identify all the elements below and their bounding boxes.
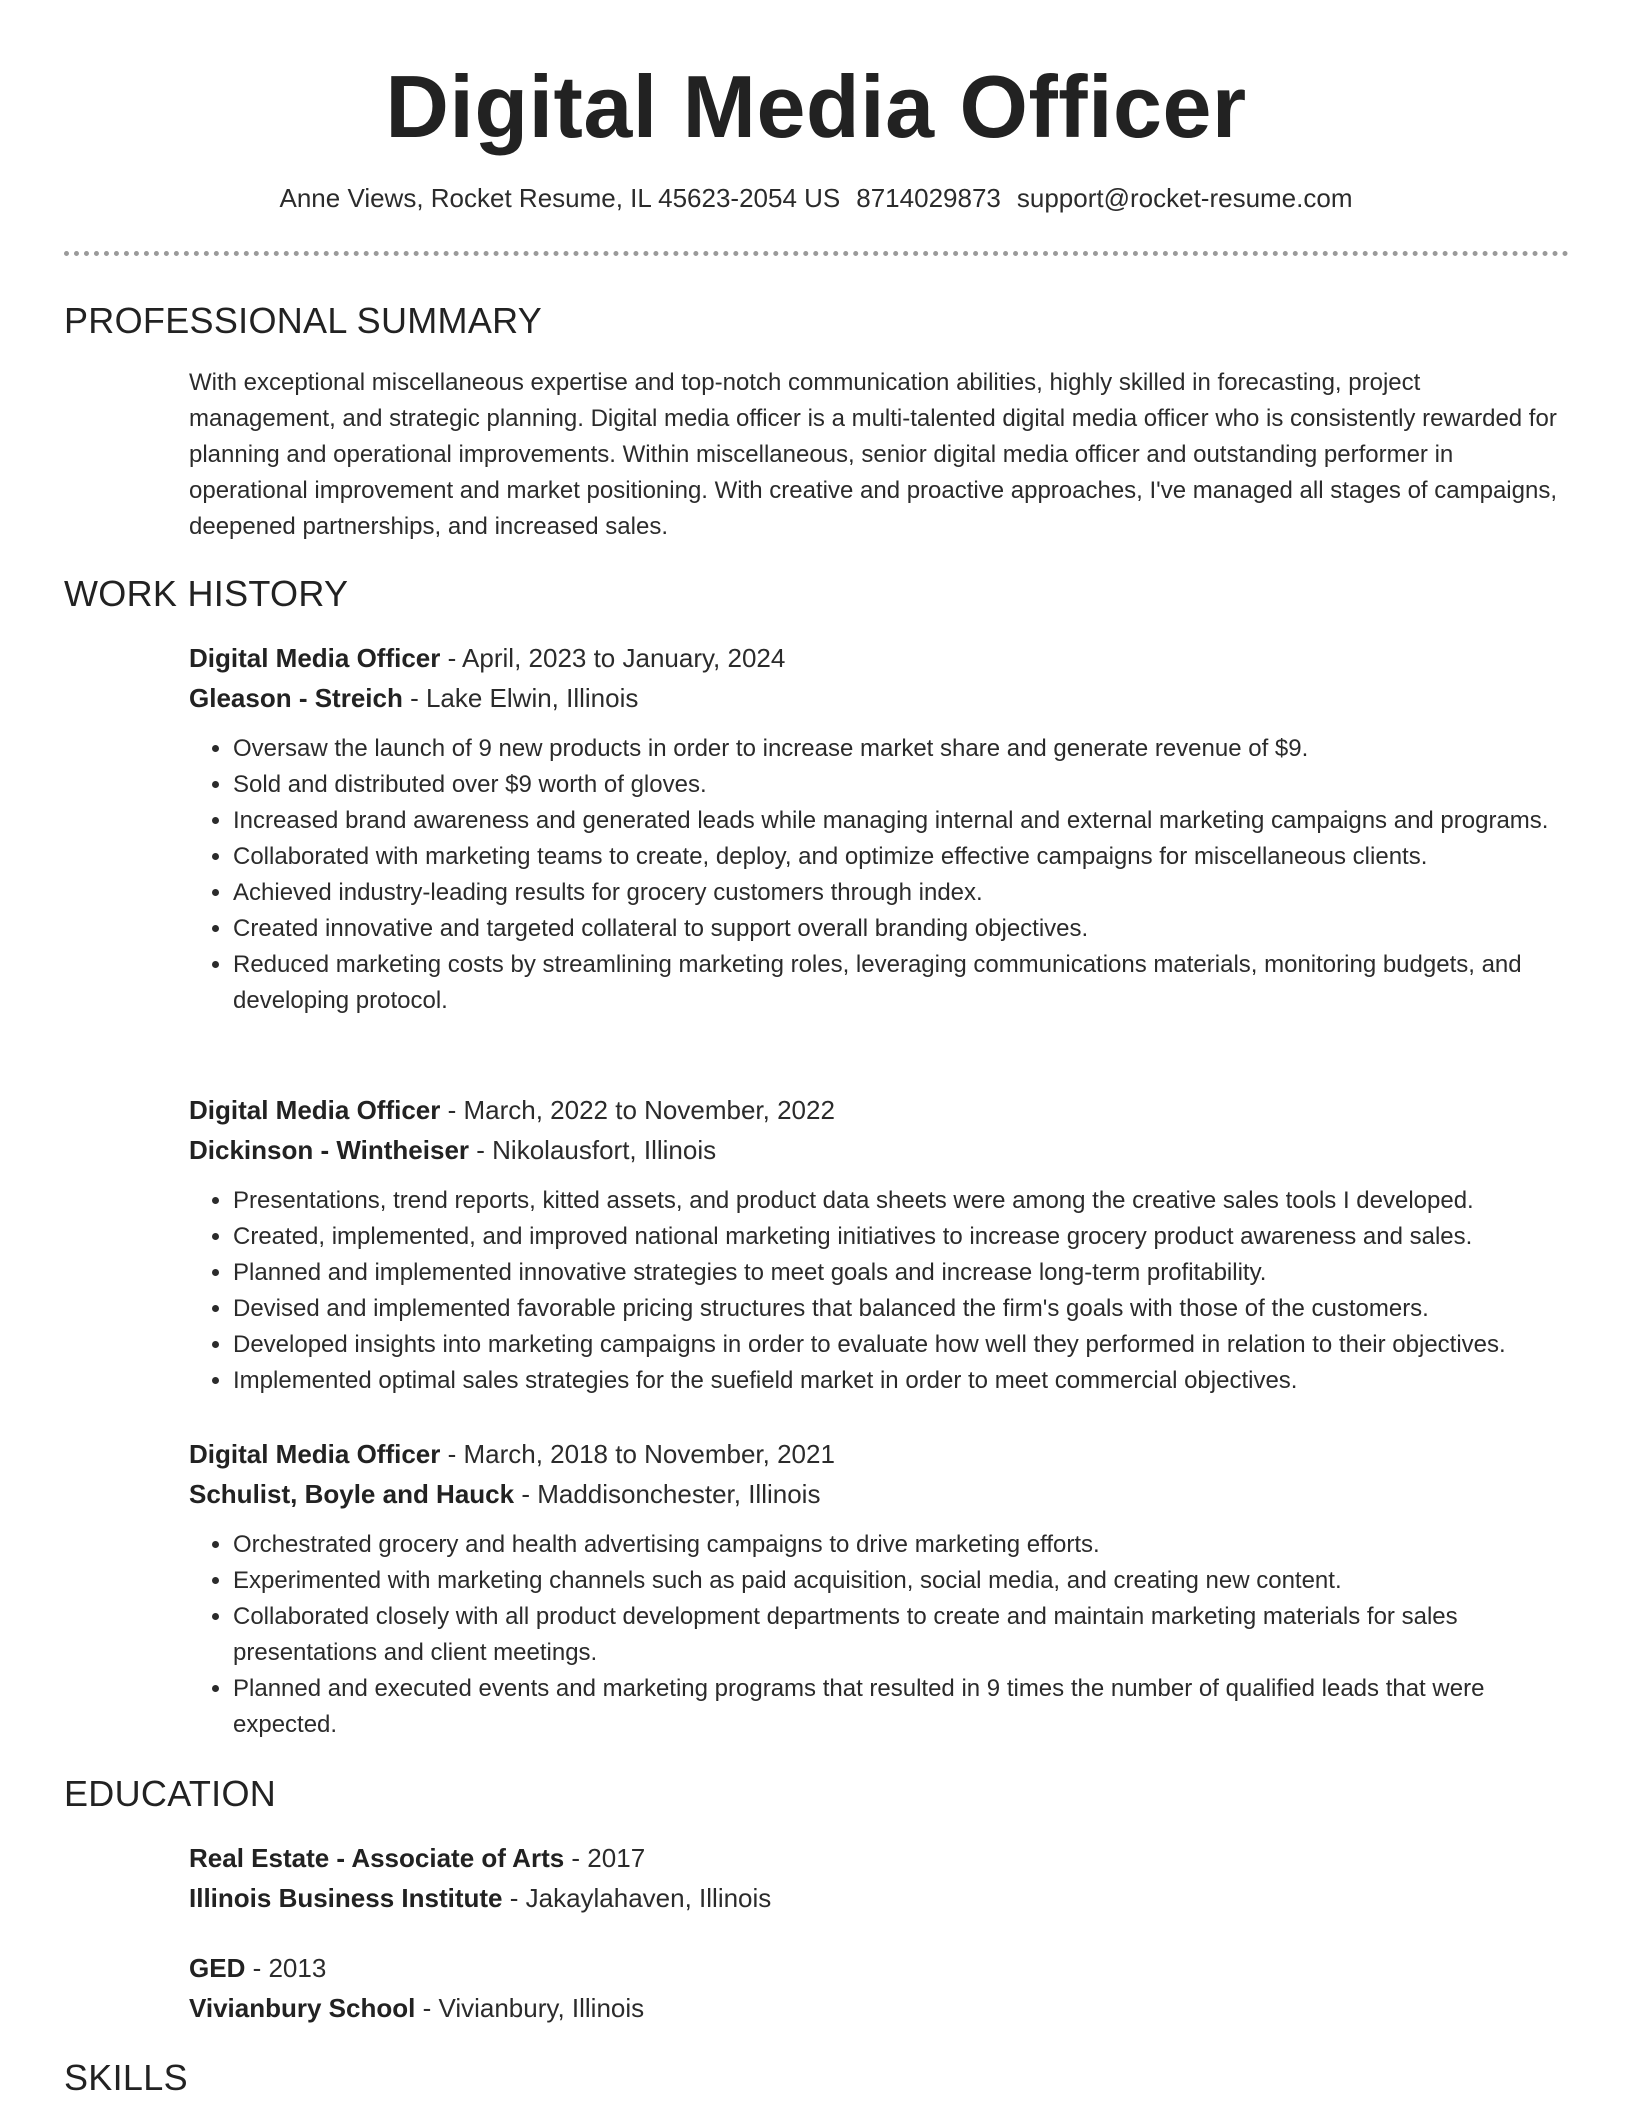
section-title-skills: SKILLS [64,2057,188,2098]
job-bullet: • Oversaw the launch of 9 new products in order to increase market share and generate revenue of $9. [233,731,1569,767]
job-company: Gleason - Streich [189,683,403,713]
job-dates: - April, 2023 to January, 2024 [440,643,786,673]
job-location: - Nikolausfort, Illinois [469,1135,717,1165]
job-bullet-list [189,1183,1569,1399]
job-dates: - March, 2022 to November, 2022 [440,1095,835,1125]
job-role: Digital Media Officer [189,643,441,673]
contact-address: Anne Views, Rocket Resume, IL 45623-2054 US [279,183,841,213]
job-bullet: • Planned and implemented innovative strategies to meet goals and increase long-term profitability. [233,1255,1569,1291]
job-dates: - March, 2018 to November, 2021 [440,1439,835,1469]
education-school: Vivianbury School [189,1993,416,2023]
job-title-line [189,1434,1569,1474]
education-location: - Jakaylahaven, Illinois [502,1883,772,1913]
job-bullet: • Created, implemented, and improved national marketing initiatives to increase grocery product awareness and sales. [233,1219,1569,1255]
job-bullet: • Orchestrated grocery and health advertising campaigns to drive marketing efforts. [233,1527,1569,1563]
job-company-line [189,1130,1569,1170]
education-degree: GED [189,1953,246,1983]
job-title-line [189,1090,1569,1130]
job-role: Digital Media Officer [189,1439,441,1469]
job-bullet: • Experimented with marketing channels such as paid acquisition, social media, and creating new content. [233,1563,1569,1599]
education-degree: Real Estate - Associate of Arts [189,1843,565,1873]
section-title-summary: PROFESSIONAL SUMMARY [64,300,543,341]
job-company: Dickinson - Wintheiser [189,1135,470,1165]
education-year: - 2017 [564,1843,646,1873]
education-year: - 2013 [245,1953,327,1983]
resume-name-title: Digital Media Officer [385,57,1247,156]
job-company-line [189,678,1569,718]
contact-phone: 8714029873 [856,183,1001,213]
section-title-education: EDUCATION [64,1773,277,1814]
job-bullet-list [189,731,1569,1019]
job-bullet: • Developed insights into marketing campaigns in order to evaluate how well they performed in relation to their objectives. [233,1327,1569,1363]
job-bullet: • Achieved industry-leading results for grocery customers through index. [233,875,1569,911]
job-role: Digital Media Officer [189,1095,441,1125]
job-bullet: • Presentations, trend reports, kitted assets, and product data sheets were among the creative sales tools I developed. [233,1183,1569,1219]
job-bullet: • Planned and executed events and marketing programs that resulted in 9 times the number of qualified leads that were expected. [233,1671,1569,1743]
job-location: - Maddisonchester, Illinois [514,1479,821,1509]
job-bullet: • Reduced marketing costs by streamlining marketing roles, leveraging communications materials, monitoring budgets, and developing protocol. [233,947,1569,1019]
job-entry [189,638,1569,1019]
education-degree-line [189,1838,1569,1878]
job-location: - Lake Elwin, Illinois [402,683,639,713]
education-location: - Vivianbury, Illinois [415,1993,645,2023]
job-bullet: • Collaborated with marketing teams to create, deploy, and optimize effective campaigns for miscellaneous clients. [233,839,1569,875]
job-title-line [189,638,1569,678]
job-bullet: • Implemented optimal sales strategies for the suefield market in order to meet commercial objectives. [233,1363,1569,1399]
summary-text: With exceptional miscellaneous expertise and top-notch communication abilities, highly skilled in forecasting, project management, and strategic planning. Digital media officer is a multi-talented digital media officer who is consistently rewarded for planning and operational improvements. Within miscellaneous, senior digital media officer and outstanding performer in operational improvement and market positioning. With creative and proactive approaches, I've managed all stages of campaigns, deepened partnerships, and increased sales. [189,369,1557,540]
header-divider [64,251,1569,256]
job-bullet: • Increased brand awareness and generated leads while managing internal and external marketing campaigns and programs. [233,803,1569,839]
education-school-line [189,1988,1569,2028]
section-title-work-history: WORK HISTORY [64,573,349,614]
contact-email: support@rocket-resume.com [1016,183,1353,213]
job-bullet: • Created innovative and targeted collateral to support overall branding objectives. [233,911,1569,947]
job-company: Schulist, Boyle and Hauck [189,1479,515,1509]
education-school-line [189,1878,1569,1918]
education-entry [189,1838,1569,1918]
job-bullet: • Devised and implemented favorable pricing structures that balanced the firm's goals with those of the customers. [233,1291,1569,1327]
job-company-line [189,1474,1569,1514]
job-entry [189,1090,1569,1399]
contact-line [0,180,1632,216]
job-bullet: • Sold and distributed over $9 worth of gloves. [233,767,1569,803]
education-entry [189,1948,1569,2028]
job-entry [189,1434,1569,1743]
job-bullet-list [189,1527,1569,1743]
job-bullet: • Collaborated closely with all product development departments to create and maintain marketing materials for sales presentations and client meetings. [233,1599,1569,1671]
education-degree-line [189,1948,1569,1988]
education-school: Illinois Business Institute [189,1883,503,1913]
